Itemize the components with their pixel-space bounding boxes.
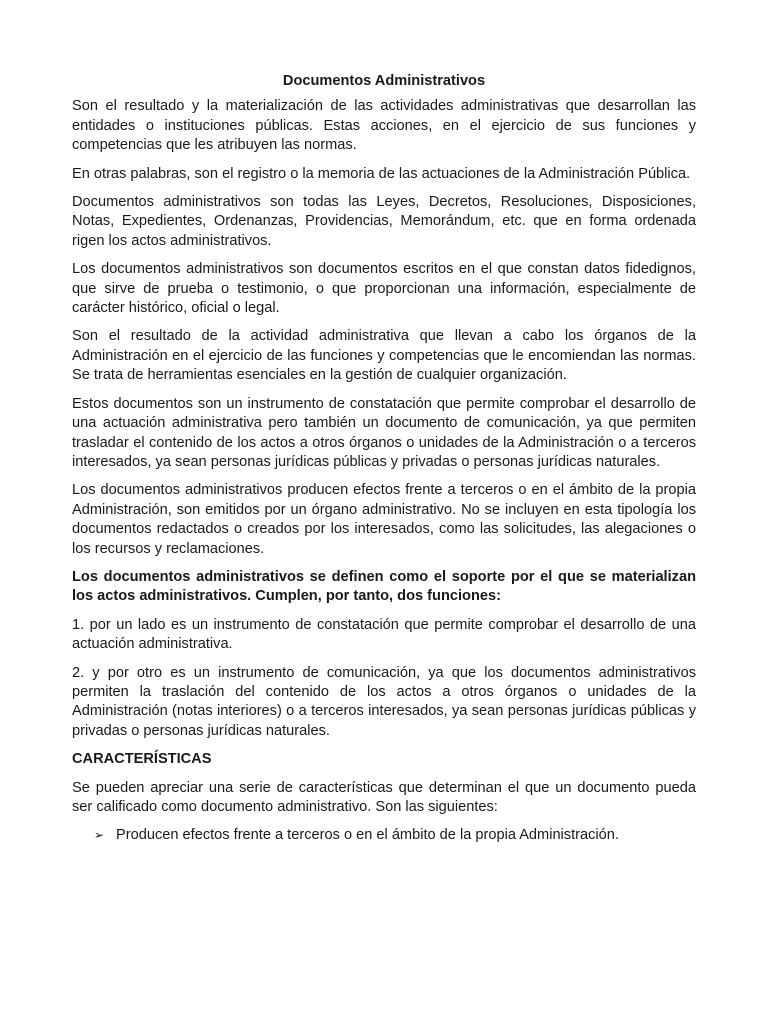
characteristics-intro: Se pueden apreciar una serie de características que determinan el que un documento pueda ser calificado como documento administrativo. Son las siguientes:: [72, 779, 696, 815]
paragraph: Documentos administrativos son todas las Leyes, Decretos, Resoluciones, Disposiciones, Notas, Expedientes, Ordenanzas, Providencias, Memorándum, etc. que en forma ordenada rigen los actos administrativos.: [72, 194, 696, 249]
characteristics-list: [72, 826, 696, 845]
paragraph: Los documentos administrativos son documentos escritos en el que constan datos fidedignos, que sirve de prueba o testimonio, o que proporcionan una información, especialmente de carácter histórico, oficial o legal.: [72, 261, 696, 317]
paragraph: Estos documentos son un instrumento de constatación que permite comprobar el desarrollo de una actuación administrativa pero también un documento de comunicación, ya que permiten trasladar el contenido de los actos a otros órganos o unidades de la Administración o a terceros interesados, ya sean personas jurídicas públicas y privadas o personas jurídicas naturales.: [72, 395, 696, 470]
paragraph: En otras palabras, son el registro o la memoria de las actuaciones de la Administración Pública.: [72, 165, 691, 182]
list-item: [94, 826, 696, 845]
section-heading: CARACTERÍSTICAS: [72, 751, 212, 768]
arrowhead-bullet-icon: ➢: [94, 828, 105, 843]
paragraph: Los documentos administrativos producen efectos frente a terceros o en el ámbito de la propia Administración, son emitidos por un órgano administrativo. No se incluyen en esta tipología los documentos redactados o creados por los interesados, como las solicitudes, las alegaciones o los recursos y reclamaciones.: [72, 482, 696, 557]
function-item: 2. y por otro es un instrumento de comunicación, ya que los documentos administrativos permiten la traslación del contenido de los actos a otros órganos o unidades de la Administración (notas interiores) o a terceros interesados, ya sean personas jurídicas públicas y privadas o personas jurídicas naturales.: [72, 664, 696, 739]
function-item: 1. por un lado es un instrumento de constatación que permite comprobar el desarrollo de una actuación administrativa.: [72, 616, 696, 653]
bold-definition-paragraph: Los documentos administrativos se definen como el soporte por el que se materializan los actos administrativos. Cumplen, por tanto, dos funciones:: [72, 568, 696, 605]
document-title: Documentos Administrativos: [282, 73, 486, 89]
list-item-text: Producen efectos frente a terceros o en el ámbito de la propia Administración.: [116, 827, 619, 844]
paragraph: Son el resultado de la actividad administrativa que llevan a cabo los órganos de la Administración en el ejercicio de las funciones y competencias que le encomiendan las normas. Se trata de herramientas esenciales en la gestión de cualquier organización.: [72, 328, 696, 384]
paragraph: Son el resultado y la materialización de las actividades administrativas que desarrollan las entidades o instituciones públicas. Estas acciones, en el ejercicio de sus funciones y competencias que les atribuyen las normas.: [72, 98, 696, 154]
